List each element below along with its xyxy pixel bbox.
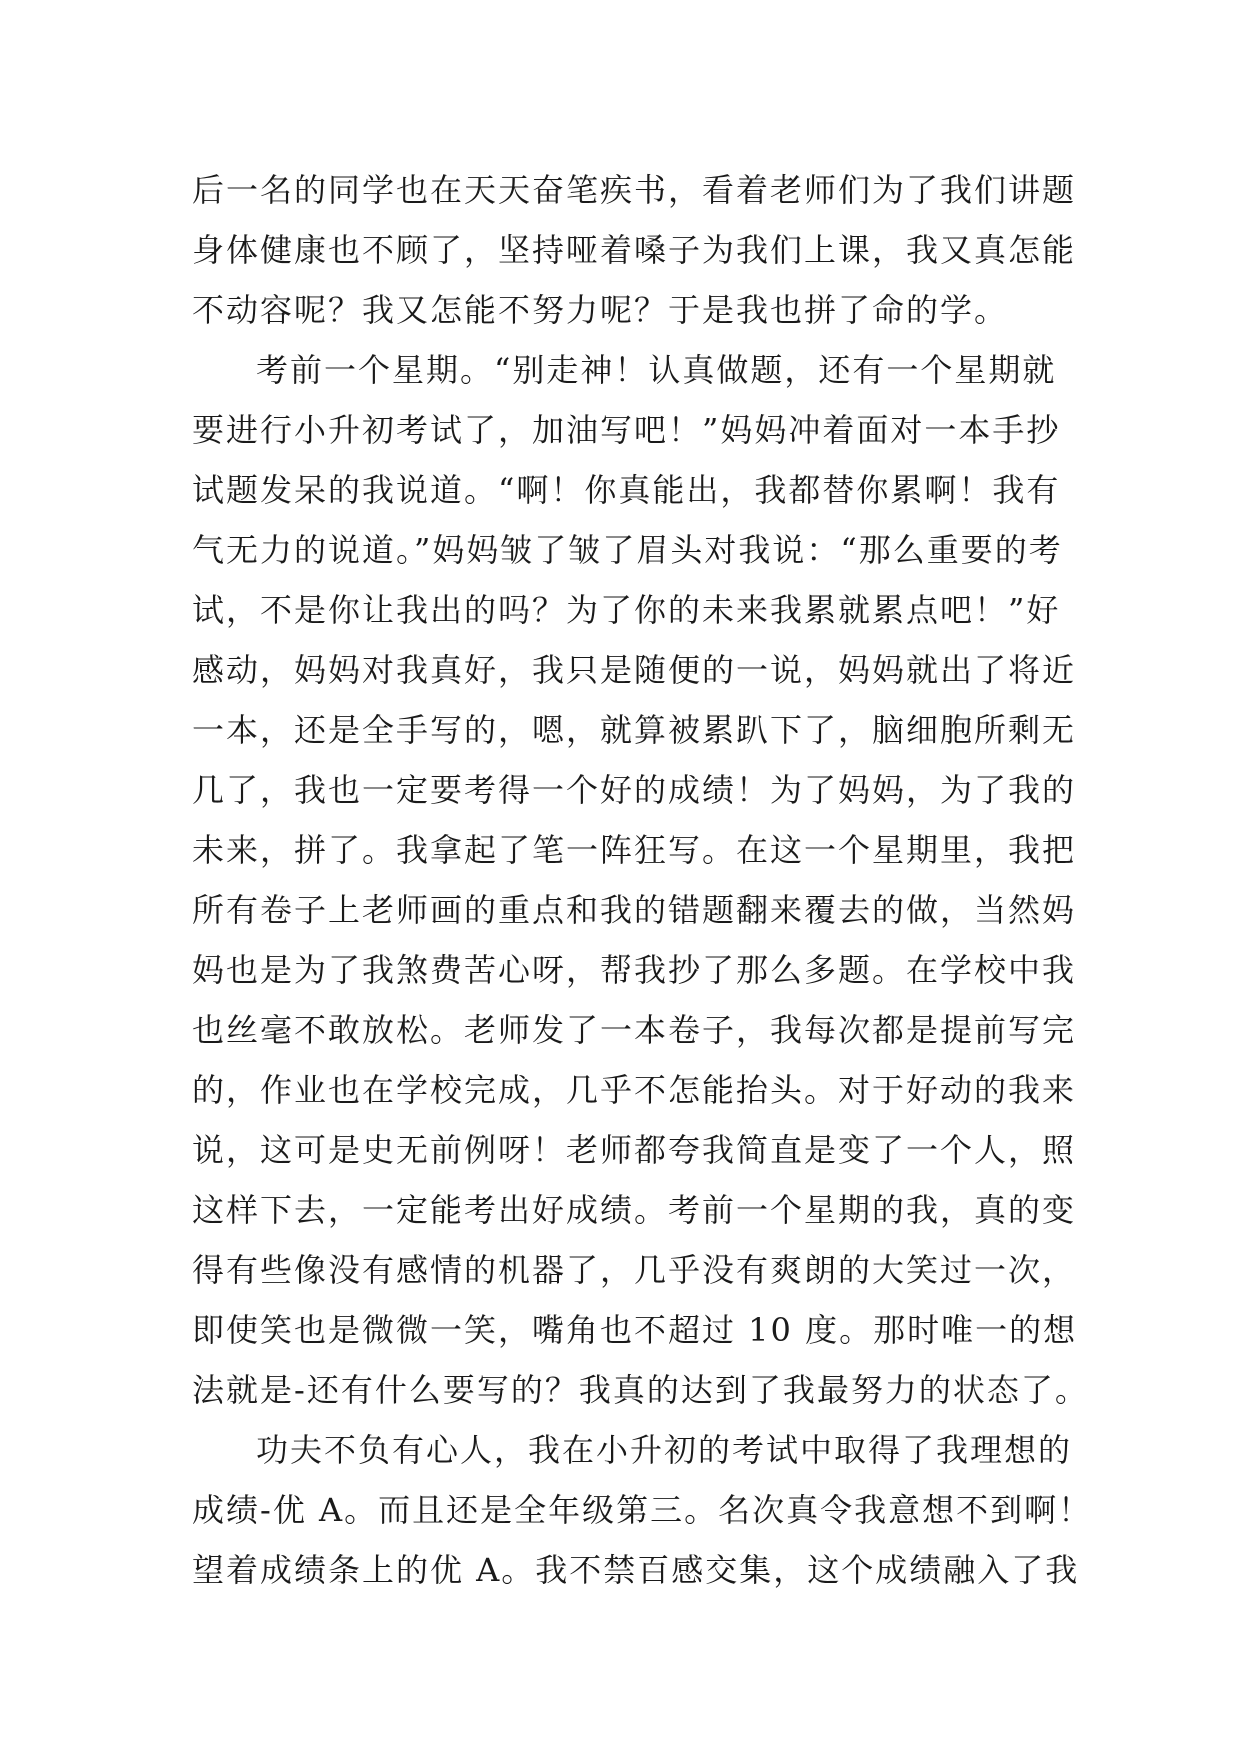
text-line: 几了，我也一定要考得一个好的成绩！为了妈妈，为了我的 bbox=[192, 771, 1077, 809]
text-line: 也丝毫不敢放松。老师发了一本卷子，我每次都是提前写完 bbox=[192, 1011, 1077, 1049]
text-line: 感动，妈妈对我真好，我只是随便的一说，妈妈就出了将近 bbox=[192, 651, 1077, 689]
text-line: 试题发呆的我说道。“啊！你真能出，我都替你累啊！我有 bbox=[192, 471, 1061, 509]
essay-body bbox=[192, 160, 1093, 1600]
text-line: 成绩-优 A。而且还是全年级第三。名次真令我意想不到啊！ bbox=[192, 1491, 1093, 1529]
text-line: 身体健康也不顾了，坚持哑着嗓子为我们上课，我又真怎能 bbox=[192, 231, 1077, 269]
text-line: 的，作业也在学校完成，几乎不怎能抬头。对于好动的我来 bbox=[192, 1071, 1077, 1109]
text-line: 气无力的说道。”妈妈皱了皱了眉头对我说：“那么重要的考 bbox=[192, 531, 1063, 569]
text-line: 未来，拼了。我拿起了笔一阵狂写。在这一个星期里，我把 bbox=[192, 831, 1077, 869]
text-line: 法就是-还有什么要写的？我真的达到了我最努力的状态了。 bbox=[192, 1371, 1089, 1409]
text-line: 考前一个星期。“别走神！认真做题，还有一个星期就 bbox=[256, 351, 1057, 389]
text-line: 得有些像没有感情的机器了，几乎没有爽朗的大笑过一次， bbox=[192, 1251, 1077, 1289]
text-line: 试，不是你让我出的吗？为了你的未来我累就累点吧！”好 bbox=[192, 591, 1061, 629]
text-line: 这样下去，一定能考出好成绩。考前一个星期的我，真的变 bbox=[192, 1191, 1077, 1229]
text-line: 不动容呢？我又怎能不努力呢？于是我也拼了命的学。 bbox=[192, 291, 1009, 329]
text-line: 一本，还是全手写的，嗯，就算被累趴下了，脑细胞所剩无 bbox=[192, 711, 1077, 749]
text-line: 妈也是为了我煞费苦心呀，帮我抄了那么多题。在学校中我 bbox=[192, 951, 1077, 989]
text-line: 即使笑也是微微一笑，嘴角也不超过 10 度。那时唯一的想 bbox=[192, 1311, 1078, 1349]
text-line: 说，这可是史无前例呀！老师都夸我简直是变了一个人，照 bbox=[192, 1131, 1077, 1169]
text-line: 后一名的同学也在天天奋笔疾书，看着老师们为了我们讲题 bbox=[192, 171, 1077, 209]
text-line: 所有卷子上老师画的重点和我的错题翻来覆去的做，当然妈 bbox=[192, 891, 1077, 929]
text-line: 功夫不负有心人，我在小升初的考试中取得了我理想的 bbox=[256, 1431, 1073, 1469]
text-line: 要进行小升初考试了，加油写吧！”妈妈冲着面对一本手抄 bbox=[192, 411, 1061, 449]
text-line: 望着成绩条上的优 A。我不禁百感交集，这个成绩融入了我 bbox=[192, 1551, 1080, 1589]
